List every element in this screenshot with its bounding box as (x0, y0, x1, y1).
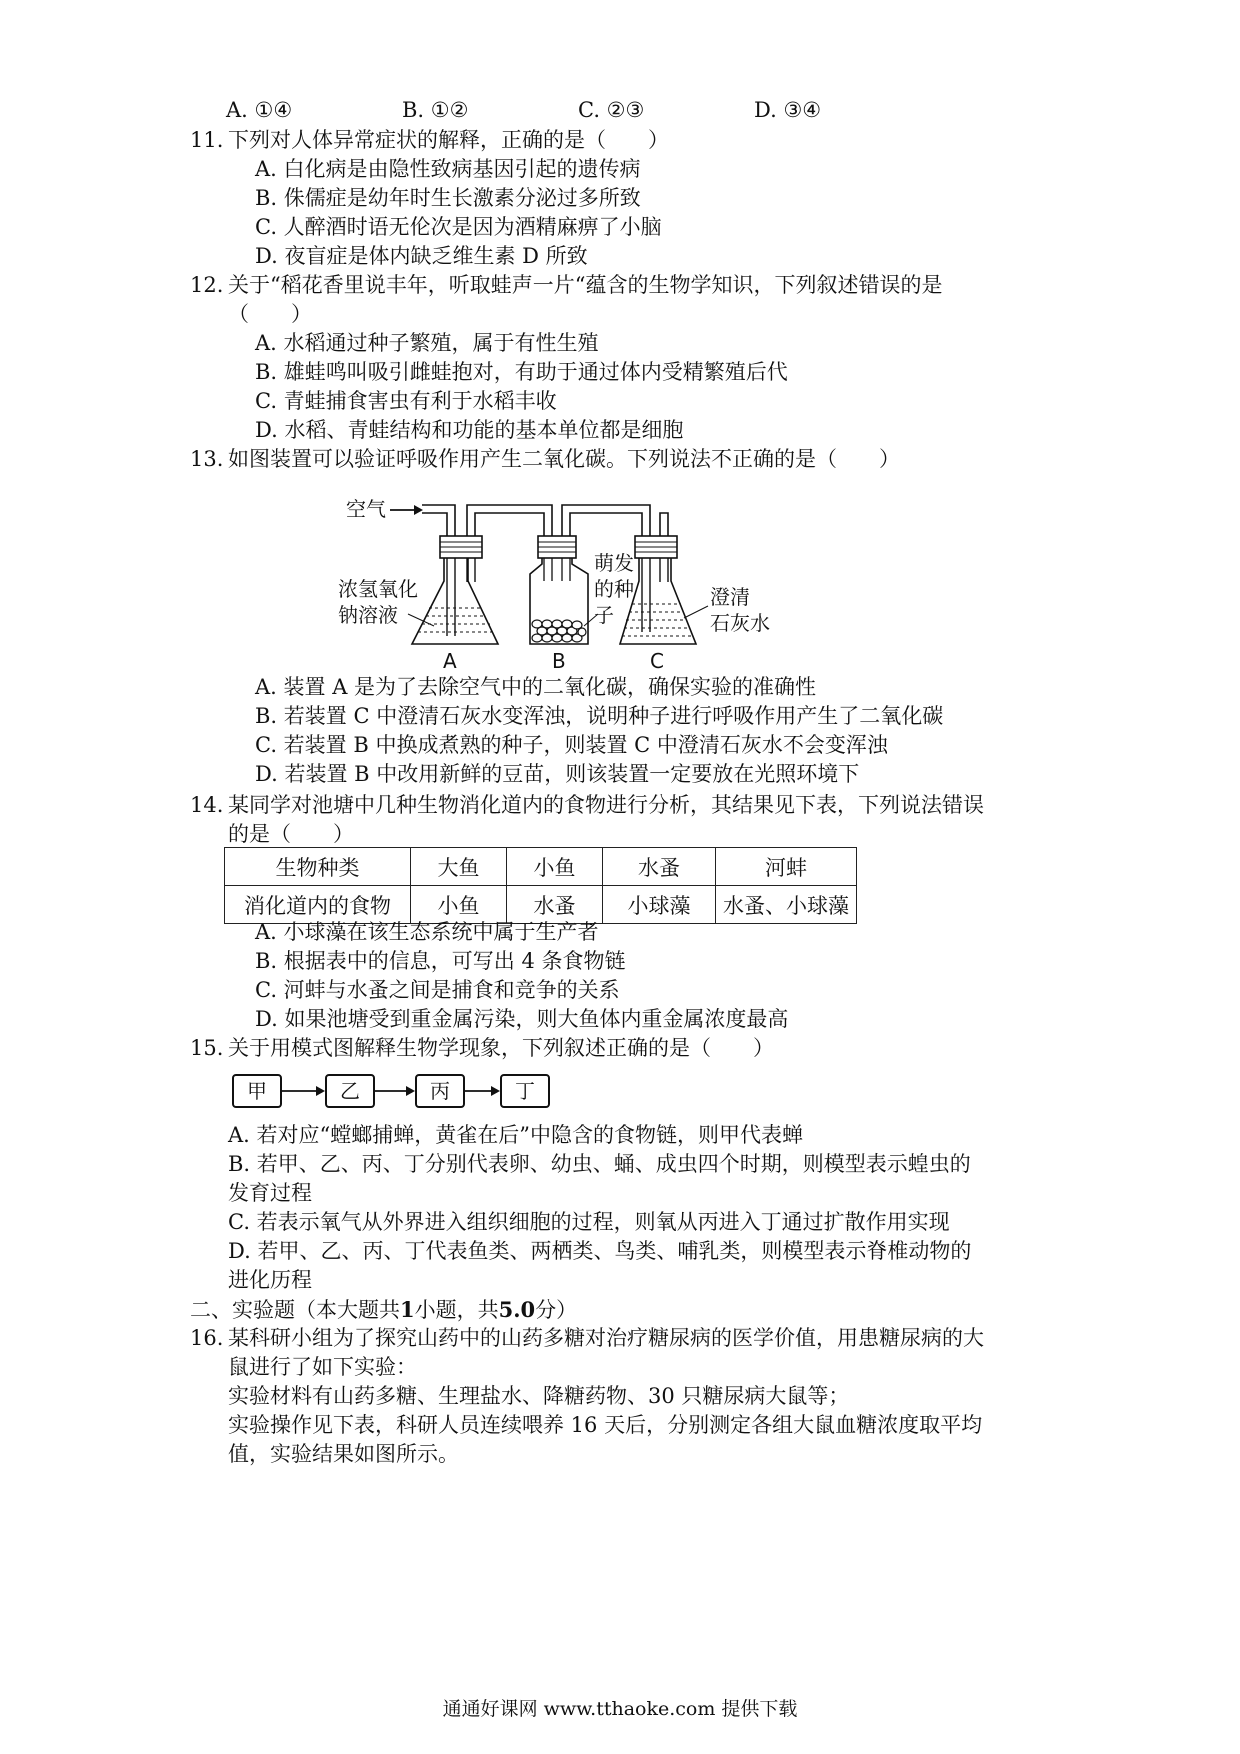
question-stem-continued: （ ） (228, 302, 312, 326)
connecting-tubes (422, 505, 668, 536)
germinating-seeds (532, 620, 586, 642)
q15-option-b: B. 若甲、乙、丙、丁分别代表卵、幼虫、蛹、成虫四个时期，则模型表示蝗虫的 (228, 1152, 971, 1176)
table-cell: 生物种类 (225, 848, 411, 886)
bottle-b (530, 536, 588, 644)
question-number: 13. (190, 447, 224, 471)
q14-option-a: A. 小球藻在该生态系统中属于生产者 (255, 920, 599, 944)
seeds-label-3: 子 (594, 603, 614, 627)
q10-option-a: A. ①④ (226, 98, 293, 122)
question-number: 12. (190, 273, 224, 297)
svg-text:甲: 甲 (247, 1079, 267, 1103)
q11-option-d: D. 夜盲症是体内缺乏维生素 D 所致 (255, 244, 588, 268)
box-jia (233, 1075, 281, 1107)
q12-option-d: D. 水稻、青蛙结构和功能的基本单位都是细胞 (255, 418, 684, 442)
section-heading-suffix: 分） (535, 1298, 578, 1322)
section-heading-middle: 小题，共 (414, 1298, 499, 1322)
q15-option-b-continued: 发育过程 (228, 1181, 312, 1205)
label-c: C (650, 649, 664, 673)
q10-option-d: D. ③④ (754, 98, 822, 122)
box-ding (501, 1075, 549, 1107)
q12-option-b: B. 雄蛙鸣叫吸引雌蛙抱对，有助于通过体内受精繁殖后代 (255, 360, 788, 384)
question-stem: 下列对人体异常症状的解释，正确的是（ ） (228, 128, 669, 152)
section-heading-prefix: 二、实验题（本大题共 (190, 1298, 400, 1322)
q10-option-c: C. ②③ (578, 98, 645, 122)
table-cell: 小鱼 (507, 848, 603, 886)
limewater-label-2: 石灰水 (710, 611, 770, 635)
section-question-count: 1 (400, 1297, 415, 1322)
naoh-pointer (408, 614, 434, 626)
seeds-label-2: 的种 (594, 577, 634, 601)
food-analysis-table (224, 847, 857, 924)
table-cell: 水蚤 (603, 848, 716, 886)
limewater-pointer (684, 606, 708, 618)
svg-text:丙: 丙 (430, 1079, 450, 1103)
q11-option-a: A. 白化病是由隐性致病基因引起的遗传病 (255, 157, 641, 181)
q13-option-d: D. 若装置 B 中改用新鲜的豆苗，则该装置一定要放在光照环境下 (255, 762, 860, 786)
q14-option-d: D. 如果池塘受到重金属污染，则大鱼体内重金属浓度最高 (255, 1007, 789, 1031)
section-score: 5.0 (498, 1297, 536, 1322)
q15-option-c: C. 若表示氧气从外界进入组织细胞的过程，则氧从丙进入丁通过扩散作用实现 (228, 1210, 950, 1234)
q10-option-b: B. ①② (402, 98, 469, 122)
limewater-label-1: 澄清 (710, 585, 750, 609)
q14-option-b: B. 根据表中的信息，可写出 4 条食物链 (255, 949, 626, 973)
q15-option-d: D. 若甲、乙、丙、丁代表鱼类、两栖类、鸟类、哺乳类，则模型表示脊椎动物的 (228, 1239, 972, 1263)
naoh-label-1: 浓氢氧化 (338, 577, 418, 601)
q12-option-a: A. 水稻通过种子繁殖，属于有性生殖 (255, 331, 599, 355)
arrowhead-2 (406, 1086, 415, 1096)
q15-option-d-continued: 进化历程 (228, 1268, 312, 1292)
q11-option-c: C. 人醉酒时语无伦次是因为酒精麻痹了小脑 (255, 215, 662, 239)
table-cell: 消化道内的食物 (225, 886, 411, 924)
question-text-line: 值，实验结果如图所示。 (228, 1442, 459, 1466)
table-header-row (225, 848, 857, 886)
question-text-line: 某科研小组为了探究山药中的山药多糖对治疗糖尿病的医学价值，用患糖尿病的大 (228, 1326, 984, 1350)
question-number: 15. (190, 1036, 224, 1060)
respiration-apparatus-diagram (330, 486, 810, 674)
table-cell: 小球藻 (603, 886, 716, 924)
question-text-line: 鼠进行了如下实验： (228, 1355, 417, 1379)
box-yi (326, 1075, 374, 1107)
q11-option-b: B. 侏儒症是幼年时生长激素分泌过多所致 (255, 186, 641, 210)
q13-option-b: B. 若装置 C 中澄清石灰水变浑浊，说明种子进行呼吸作用产生了二氧化碳 (255, 704, 944, 728)
air-arrowhead (414, 505, 423, 515)
flask-a (412, 536, 498, 644)
question-stem: 某同学对池塘中几种生物消化道内的食物进行分析，其结果见下表，下列说法错误 (228, 793, 984, 817)
naoh-label-2: 钠溶液 (338, 603, 398, 627)
table-cell: 河蚌 (716, 848, 857, 886)
section-heading (190, 1297, 577, 1323)
sequence-model-diagram (230, 1072, 560, 1112)
svg-text:乙: 乙 (340, 1079, 360, 1103)
label-a: A (443, 649, 457, 673)
q15-option-a: A. 若对应“螳螂捕蝉，黄雀在后”中隐含的食物链，则甲代表蝉 (228, 1123, 803, 1147)
arrowhead-1 (316, 1086, 325, 1096)
q14-option-c: C. 河蚌与水蚤之间是捕食和竞争的关系 (255, 978, 620, 1002)
table-cell: 大鱼 (411, 848, 507, 886)
seeds-label-1: 萌发 (594, 551, 634, 575)
box-bing (416, 1075, 464, 1107)
label-b: B (552, 649, 566, 673)
page-footer: 通通好课网 www.tthaoke.com 提供下载 (442, 1698, 798, 1720)
question-number: 16. (190, 1326, 224, 1350)
question-number: 14. (190, 793, 224, 817)
table-cell: 水蚤、小球藻 (716, 886, 857, 924)
q13-option-c: C. 若装置 B 中换成煮熟的种子，则装置 C 中澄清石灰水不会变浑浊 (255, 733, 888, 757)
question-text-line: 实验操作见下表，科研人员连续喂养 16 天后，分别测定各组大鼠血糖浓度取平均 (228, 1413, 983, 1437)
arrowhead-3 (491, 1086, 500, 1096)
question-number: 11. (190, 128, 224, 152)
air-label: 空气 (346, 497, 386, 521)
q12-option-c: C. 青蛙捕食害虫有利于水稻丰收 (255, 389, 557, 413)
question-stem: 如图装置可以验证呼吸作用产生二氧化碳。下列说法不正确的是（ ） (228, 447, 900, 471)
table-cell: 小鱼 (411, 886, 507, 924)
table-row (225, 886, 857, 924)
table-cell: 水蚤 (507, 886, 603, 924)
question-stem-continued: 的是（ ） (228, 822, 354, 846)
q13-option-a: A. 装置 A 是为了去除空气中的二氧化碳，确保实验的准确性 (255, 675, 817, 699)
svg-text:丁: 丁 (515, 1079, 535, 1103)
question-text-line: 实验材料有山药多糖、生理盐水、降糖药物、30 只糖尿病大鼠等； (228, 1384, 850, 1408)
question-stem: 关于用模式图解释生物学现象，下列叙述正确的是（ ） (228, 1036, 774, 1060)
question-stem: 关于“稻花香里说丰年，听取蛙声一片“蕴含的生物学知识，下列叙述错误的是 (228, 273, 943, 297)
